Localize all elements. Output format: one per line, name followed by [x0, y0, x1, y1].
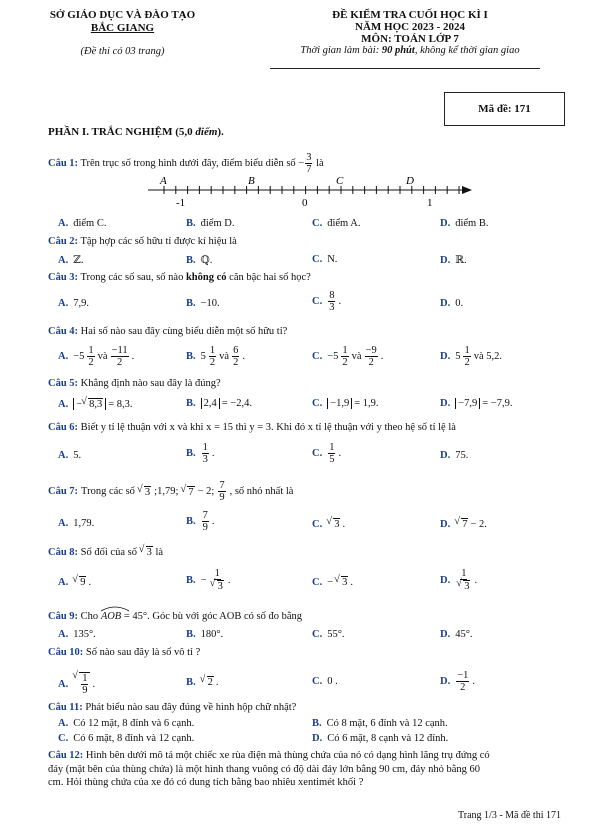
- q1-option-d[interactable]: D. điểm B.: [440, 218, 489, 229]
- question-4: Câu 4: Hai số nào sau đây cùng biểu diễn một số hữu tỉ?: [48, 326, 288, 337]
- question-3: Câu 3: Trong các số sau, số nào không có căn bậc hai số học?: [48, 272, 311, 283]
- exam-title: ĐỀ KIỂM TRA CUỐI HỌC KÌ I: [332, 9, 488, 21]
- q9-option-d[interactable]: D. 45°.: [440, 629, 473, 640]
- q2-option-a[interactable]: A. ℤ.: [58, 254, 84, 266]
- pages-note: (Đề thi có 03 trang): [80, 46, 165, 57]
- q8-option-a[interactable]: A. √ 9 .: [58, 576, 91, 588]
- q7-option-c[interactable]: C. √ 3 .: [312, 518, 345, 530]
- q3-option-c[interactable]: C. $\frac{8}{3}$ .: [312, 290, 342, 313]
- number-line: [140, 172, 480, 212]
- question-1: Câu 1: Trên trục số trong hình dưới đây, điểm biểu diễn số − $\frac{3}{7}$ là: [48, 152, 324, 175]
- q9-option-a[interactable]: A. 135°.: [58, 629, 96, 640]
- q11-option-c[interactable]: C. Có 6 mặt, 8 đỉnh và 12 cạnh.: [58, 733, 195, 744]
- q10-option-a[interactable]: A. √ $\frac{1}{9}$ .: [58, 672, 95, 696]
- q1-option-c[interactable]: C. điểm A.: [312, 218, 361, 229]
- question-5: Câu 5: Khẳng định nào sau đây là đúng?: [48, 378, 221, 389]
- q11-option-d[interactable]: D. Có 6 mặt, 8 cạnh và 12 đỉnh.: [312, 733, 449, 744]
- q2-option-b[interactable]: B. ℚ.: [186, 254, 213, 266]
- q6-option-b[interactable]: B. $\frac{1}{3}$ .: [186, 442, 215, 465]
- q2-option-c[interactable]: C. N.: [312, 254, 338, 265]
- q2-option-d[interactable]: D. ℝ.: [440, 254, 467, 266]
- time-info: Thời gian làm bài: 90 phút, không kể thời gian giao: [300, 45, 520, 56]
- q7-option-a[interactable]: A. 1,79.: [58, 518, 95, 529]
- tick-label-1: 1: [427, 197, 433, 209]
- q4-option-d[interactable]: D. 5 $\frac{1}{2}$ và 5,2.: [440, 345, 503, 368]
- q9-option-c[interactable]: C. 55°.: [312, 629, 345, 640]
- q5-option-b[interactable]: B. 2,4 = −2,4.: [186, 398, 252, 409]
- q1-option-a[interactable]: A. điểm C.: [58, 218, 107, 229]
- header-right: [255, 9, 565, 57]
- q5-option-a[interactable]: A. −√ 8,3 = 8,3.: [58, 398, 133, 410]
- q5-option-c[interactable]: C. −1,9 = 1,9.: [312, 398, 379, 409]
- page-footer: Trang 1/3 - Mã đề thi 171: [458, 810, 561, 821]
- school-year: NĂM HỌC 2023 - 2024: [355, 21, 465, 33]
- q3-option-a[interactable]: A. 7,9.: [58, 298, 89, 309]
- q11-option-a[interactable]: A. Có 12 mặt, 8 đỉnh và 6 cạnh.: [58, 718, 195, 729]
- q4-option-b[interactable]: B. 5 $\frac{1}{2}$ và $\frac{6}{2}$ .: [186, 345, 245, 368]
- arc-symbol: [100, 606, 130, 612]
- question-7: Câu 7: Trong các số √ 3 ;1,79; √ 7 − 2; $\frac{7}{9}$ , số nhỏ nhất là: [48, 480, 293, 503]
- part-title: PHẦN I. TRẮC NGHIỆM (5,0 điểm).: [48, 126, 224, 138]
- q8-option-d[interactable]: D. 1 √ 3 .: [440, 568, 477, 592]
- point-c-label: C: [336, 175, 344, 187]
- q10-option-b[interactable]: B. √ 2 .: [186, 676, 219, 688]
- q11-option-b[interactable]: B. Có 8 mặt, 6 đỉnh và 12 cạnh.: [312, 718, 448, 729]
- point-d-label: D: [406, 175, 414, 187]
- q10-option-c[interactable]: C. 0 .: [312, 676, 338, 687]
- exam-code-box: Mã đề: 171: [444, 92, 565, 126]
- q9-option-b[interactable]: B. 180°.: [186, 629, 224, 640]
- q1-option-b[interactable]: B. điểm D.: [186, 218, 235, 229]
- header-underline: [270, 68, 540, 69]
- q7-option-b[interactable]: B. $\frac{7}{9}$ .: [186, 510, 215, 533]
- province-name: BẮC GIANG: [90, 22, 155, 34]
- q6-option-a[interactable]: A. 5.: [58, 450, 82, 461]
- question-11: Câu 11: Phát biểu nào sau đây đúng về hình hộp chữ nhật?: [48, 702, 297, 713]
- q3-option-b[interactable]: B. −10.: [186, 298, 220, 309]
- q6-option-c[interactable]: C. $\frac{1}{5}$ .: [312, 442, 342, 465]
- header-left: [20, 9, 225, 58]
- question-8: Câu 8: Số đối của số √ 3 là: [48, 546, 163, 558]
- point-b-label: B: [248, 175, 255, 187]
- question-9: Câu 9: Cho AOB = 45°. Góc bù với góc AOB có số đo bằng: [48, 611, 302, 622]
- q3-option-d[interactable]: D. 0.: [440, 298, 464, 309]
- question-2: Câu 2: Tập hợp các số hữu tỉ được kí hiệu là: [48, 236, 237, 247]
- dept-name: SỞ GIÁO DỤC VÀ ĐÀO TẠO: [49, 9, 196, 21]
- q6-option-d[interactable]: D. 75.: [440, 450, 469, 461]
- tick-label-minus-1: -1: [176, 197, 186, 209]
- q7-option-d[interactable]: D. √ 7 − 2.: [440, 518, 487, 530]
- tick-label-0: 0: [302, 197, 308, 209]
- q10-option-d[interactable]: D. $\frac{-1}{2}$ .: [440, 670, 476, 693]
- q8-option-c[interactable]: C. − √ 3 .: [312, 576, 353, 588]
- question-12: Câu 12: Hình bên dưới mô tả một chiếc xe rùa điện mà thùng chứa của nó có dạng hình lăng trụ đứng có đáy (mặt bên của thùng chứa) là một hình thang vuông có độ dài đáy lớn bằng 90 cm, đáy nhỏ bằng 60 cm. Hỏi thùng chứa của xe đó có dung tích bằng bao nhiêu xentimét khối ?: [48, 750, 490, 788]
- point-a-label: A: [160, 175, 167, 187]
- question-10: Câu 10: Số nào sau đây là số vô tỉ ?: [48, 647, 201, 658]
- q4-option-a[interactable]: A. −5 $\frac{1}{2}$ và $\frac{-11}{2}$ .: [58, 345, 135, 368]
- subject: MÔN: TOÁN LỚP 7: [361, 33, 459, 45]
- q5-option-d[interactable]: D. −7,9 = −7,9.: [440, 398, 513, 409]
- q4-option-c[interactable]: C. −5 $\frac{1}{2}$ và $\frac{-9}{2}$ .: [312, 345, 384, 368]
- question-6: Câu 6: Biết y tỉ lệ thuận với x và khi x = 15 thì y = 3. Khi đó x tỉ lệ thuận với y theo hệ số tỉ lệ là: [48, 422, 456, 433]
- q8-option-b[interactable]: B. − 1 √ 3 .: [186, 568, 230, 592]
